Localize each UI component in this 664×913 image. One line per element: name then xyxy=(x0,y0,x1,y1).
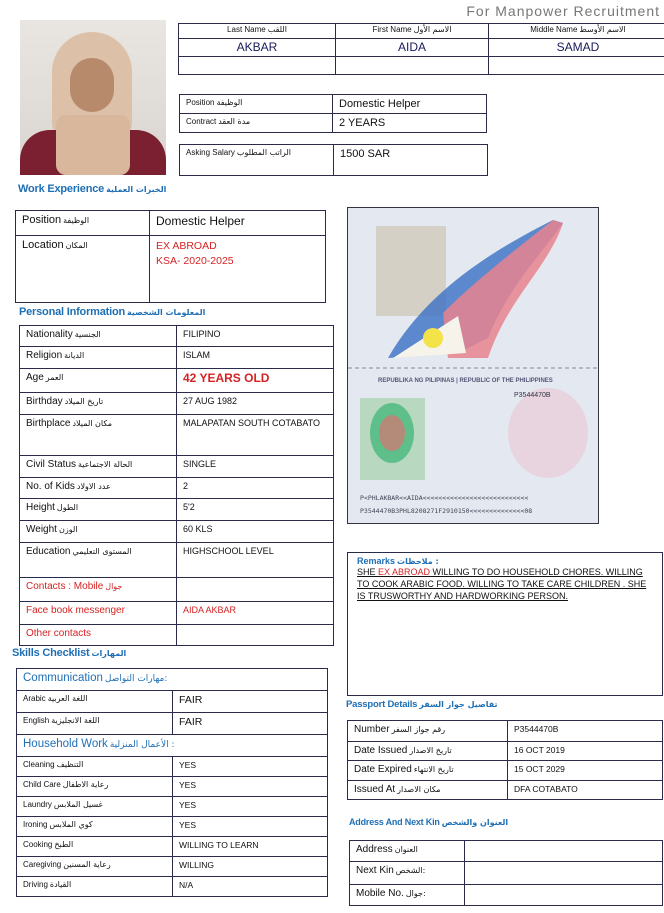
row-label: Face book messenger xyxy=(20,602,177,625)
row-value: 2 xyxy=(177,478,334,499)
row-value: SINGLE xyxy=(177,456,334,478)
table-row xyxy=(17,713,328,735)
table-row xyxy=(17,877,328,897)
work-position-label: Position الوظيفة xyxy=(16,211,150,236)
row-label: Weight الوزن xyxy=(20,521,177,543)
row-value: DFA COTABATO xyxy=(508,781,663,800)
row-label: Civil Status الحالة الاجتماعية xyxy=(20,456,177,478)
row-value: YES xyxy=(173,797,328,817)
row-value: 60 KLS xyxy=(177,521,334,543)
first-name-label: First Name الاسم الأول xyxy=(336,24,489,39)
row-value: 15 OCT 2029 xyxy=(508,761,663,781)
header-banner: For Manpower Recruitment xyxy=(466,3,660,19)
skills-table xyxy=(16,668,328,897)
table-row xyxy=(20,602,334,625)
row-label: Nationality الجنسية xyxy=(20,326,177,347)
passport-scan-header: REPUBLIKA NG PILIPINAS | REPUBLIC OF THE PHILIPPINES xyxy=(378,378,553,384)
row-value: 42 YEARS OLD xyxy=(177,369,334,393)
passport-scan-image xyxy=(347,207,599,524)
empty-cell xyxy=(489,57,664,75)
position-label: Position الوظيفة xyxy=(180,95,333,114)
row-label: Driving القيادة xyxy=(17,877,173,897)
row-value: AIDA AKBAR xyxy=(177,602,334,625)
address-heading: Address And Next Kin العنوان والشخص xyxy=(349,817,509,827)
table-row xyxy=(20,415,334,456)
row-label: Contacts : Mobile جوال xyxy=(20,578,177,602)
row-label: Child Care رعاية الاطفال xyxy=(17,777,173,797)
name-table xyxy=(178,23,664,75)
table-row xyxy=(20,347,334,369)
work-experience-heading: Work Experience الخبرات العملية xyxy=(18,183,167,195)
table-row xyxy=(17,817,328,837)
row-value: FAIR xyxy=(173,691,328,713)
salary-table xyxy=(179,144,488,176)
contract-value: 2 YEARS xyxy=(333,114,487,133)
row-label: Laundry غسيل الملابس xyxy=(17,797,173,817)
skills-checklist-heading: Skills Checklist المهارات xyxy=(12,647,127,659)
passport-mrz-line-1: P<PHLAKBAR<<AIDA<<<<<<<<<<<<<<<<<<<<<<<<<<< xyxy=(360,494,529,502)
row-label: Caregiving رعاية المسنين xyxy=(17,857,173,877)
table-row xyxy=(17,757,328,777)
row-value: MALAPATAN SOUTH COTABATO xyxy=(177,415,334,456)
row-label: Mobile No. جوال: xyxy=(350,885,465,906)
row-value xyxy=(465,862,663,885)
table-row xyxy=(20,369,334,393)
table-row xyxy=(20,499,334,521)
table-row xyxy=(348,781,663,800)
row-label: English اللغة الانجليزية xyxy=(17,713,173,735)
row-label: Issued At مكان الاصدار xyxy=(348,781,508,800)
row-label: Height الطول xyxy=(20,499,177,521)
personal-table xyxy=(19,325,334,646)
row-label: Cleaning التنظيف xyxy=(17,757,173,777)
work-location-label: Location المكان xyxy=(16,236,150,303)
row-value: HIGHSCHOOL LEVEL xyxy=(177,543,334,578)
work-location-value: EX ABROAD KSA- 2020-2025 xyxy=(150,236,326,303)
work-table xyxy=(15,210,326,303)
remarks-text: SHE EX ABROAD WILLING TO DO HOUSEHOLD CHORES. WILLING TO COOK ARABIC FOOD. WILLING TO TAKE CARE CHILDREN . SHE IS TRUSWORTHY AND HARDWORKING PERSON. xyxy=(357,567,647,601)
job-table xyxy=(179,94,487,133)
passport-flag-bird-illustration xyxy=(348,208,598,523)
table-row xyxy=(20,478,334,499)
contract-label: Contract مدة العقد xyxy=(180,114,333,133)
row-value: 16 OCT 2019 xyxy=(508,742,663,761)
empty-cell xyxy=(179,57,336,75)
salary-label: Asking Salary الراتب المطلوب xyxy=(180,145,334,176)
row-label: Date Expired تاريخ الانتهاء xyxy=(348,761,508,781)
table-row xyxy=(20,326,334,347)
skills-subheading: Household Work الأعمال المنزلية : xyxy=(17,735,328,757)
passport-scan-number: P3544470B xyxy=(514,392,551,399)
row-label: Arabic اللغة العربية xyxy=(17,691,173,713)
personal-information-heading: Personal Information المعلومات الشخصية xyxy=(19,306,206,318)
row-label: Next Kin الشخص: xyxy=(350,862,465,885)
row-label: Ironing كوي الملابس xyxy=(17,817,173,837)
table-row xyxy=(17,691,328,713)
row-label: Birthplace مكان الميلاد xyxy=(20,415,177,456)
table-row xyxy=(17,857,328,877)
row-value: FAIR xyxy=(173,713,328,735)
row-value xyxy=(177,578,334,602)
row-value: 27 AUG 1982 xyxy=(177,393,334,415)
middle-name-value: SAMAD xyxy=(489,39,664,57)
row-value xyxy=(177,625,334,646)
table-row xyxy=(348,761,663,781)
row-label: No. of Kids عدد الاولاد xyxy=(20,478,177,499)
row-label: Birthday تاريخ الميلاد xyxy=(20,393,177,415)
table-row xyxy=(20,393,334,415)
remarks-label: Remarks ملاحظات : xyxy=(357,556,439,566)
table-row xyxy=(348,721,663,742)
row-value xyxy=(465,841,663,862)
row-label: Education المستوى التعليمي xyxy=(20,543,177,578)
remarks-box xyxy=(347,552,663,696)
row-value: YES xyxy=(173,777,328,797)
table-row xyxy=(20,625,334,646)
table-row xyxy=(348,742,663,761)
row-value xyxy=(465,885,663,906)
table-row xyxy=(350,862,663,885)
row-value: FILIPINO xyxy=(177,326,334,347)
table-row xyxy=(350,841,663,862)
row-value: N/A xyxy=(173,877,328,897)
first-name-value: AIDA xyxy=(336,39,489,57)
middle-name-label: Middle Name الاسم الأوسط xyxy=(489,24,664,39)
row-value: P3544470B xyxy=(508,721,663,742)
row-label: Other contacts xyxy=(20,625,177,646)
table-row xyxy=(20,578,334,602)
row-value: YES xyxy=(173,817,328,837)
passport-details-heading: Passport Details تفاصيل جواز السفر xyxy=(346,699,498,710)
row-label: Date Issued تاريخ الاصدار xyxy=(348,742,508,761)
table-row xyxy=(17,797,328,817)
table-row xyxy=(20,521,334,543)
row-label: Cooking الطبخ xyxy=(17,837,173,857)
passport-table xyxy=(347,720,663,800)
row-label: Number رقم جواز السفر xyxy=(348,721,508,742)
applicant-photo xyxy=(20,20,166,175)
table-row xyxy=(17,777,328,797)
row-value: 5'2 xyxy=(177,499,334,521)
row-value: WILLING TO LEARN xyxy=(173,837,328,857)
last-name-value: AKBAR xyxy=(179,39,336,57)
work-position-value: Domestic Helper xyxy=(150,211,326,236)
skills-subheading: Communication مهارات التواصل: xyxy=(17,669,328,691)
section-row xyxy=(17,669,328,691)
table-row xyxy=(20,456,334,478)
salary-value: 1500 SAR xyxy=(334,145,488,176)
empty-cell xyxy=(336,57,489,75)
address-table xyxy=(349,840,663,906)
table-row xyxy=(17,837,328,857)
table-row xyxy=(350,885,663,906)
section-row xyxy=(17,735,328,757)
position-value: Domestic Helper xyxy=(333,95,487,114)
table-row xyxy=(20,543,334,578)
row-value: YES xyxy=(173,757,328,777)
row-label: Age العمر xyxy=(20,369,177,393)
row-label: Religion الديانة xyxy=(20,347,177,369)
passport-mrz-line-2: P3544470B3PHL8208271F2910150<<<<<<<<<<<<<<08 xyxy=(360,507,533,515)
row-value: WILLING xyxy=(173,857,328,877)
row-label: Address العنوان xyxy=(350,841,465,862)
last-name-label: Last Name اللقب xyxy=(179,24,336,39)
row-value: ISLAM xyxy=(177,347,334,369)
